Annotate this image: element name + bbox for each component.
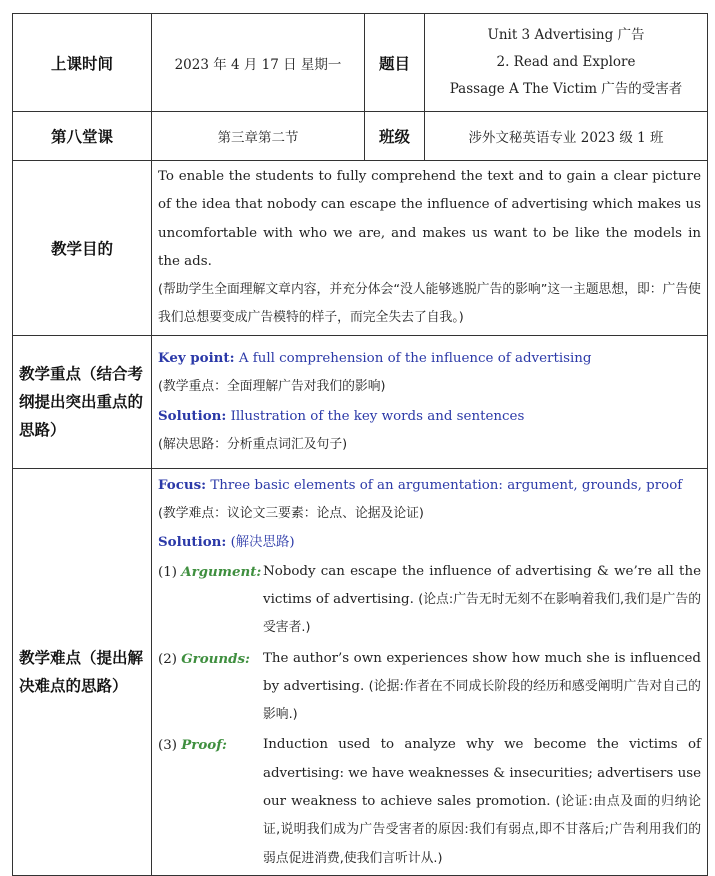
argument-number: (1) [158, 564, 182, 580]
row-difficulties [13, 468, 708, 875]
proof-term: Proof: [181, 737, 227, 754]
objectives-content [152, 161, 708, 336]
difficulties-content [152, 468, 708, 875]
focus-cn: (教学难点：议论文三要素：论点、论据及论证) [158, 506, 424, 522]
objectives-cn: (帮助学生全面理解文章内容，并充分体会“没人能够逃脱广告的影响”这一主题思想，即：广告使我们总想要变成广告模特的样子，而完全失去了自我。) [158, 282, 701, 326]
argument-term: Argument: [181, 563, 262, 580]
time-label: 上课时间 [13, 14, 152, 112]
grounds-item [158, 645, 701, 730]
diff-solution-title: Solution: [158, 534, 227, 551]
proof-text: Induction used to analyze why we become the victims of advertising: we have weaknesses & insecurities; advertisers use our weakness to achieve sales promotion. [263, 737, 701, 810]
objectives-label: 教学目的 [13, 161, 152, 336]
diff-solution-text: (解决思路) [226, 535, 295, 551]
class-name: 涉外文秘英语专业 2023 级 1 班 [425, 112, 708, 161]
key-points-content [152, 335, 708, 468]
row-time-topic [13, 14, 708, 112]
proof-cn: (论证:由点及面的归纳论证,说明我们成为广告受害者的原因:我们有弱点,即不甘落后;广告利用我们的弱点促进消费,使我们言听计从.) [263, 794, 701, 866]
row-session-class [13, 112, 708, 161]
objectives-en: To enable the students to fully comprehend the text and to gain a clear picture of the idea that nobody can escape the influence of advertising which makes us uncomfortable with who we are, and makes us want to be like the models in the ads. [158, 169, 701, 269]
grounds-term: Grounds: [181, 650, 250, 667]
focus-line [158, 471, 701, 500]
difficulties-label: 教学难点（提出解决难点的思路） [13, 468, 152, 875]
proof-number: (3) [158, 738, 182, 754]
argument-text: Nobody can escape the influence of advertising & we’re all the victims of advertising. [263, 563, 701, 607]
topic-label: 题目 [365, 14, 425, 112]
session-label: 第八堂课 [13, 112, 152, 161]
key-solution-text: Illustration of the key words and sentences [226, 408, 525, 424]
key-points-label: 教学重点（结合考纲提出突出重点的思路） [13, 335, 152, 468]
diff-solution-line [158, 528, 701, 557]
grounds-cn: (论据:作者在不同成长阶段的经历和感受阐明广告对自己的影响.) [263, 678, 701, 723]
class-date: 2023 年 4 月 17 日 星期一 [152, 14, 365, 112]
class-label: 班级 [365, 112, 425, 161]
focus-text: Three basic elements of an argumentation: argument, grounds, proof [206, 477, 683, 493]
argument-item [158, 558, 701, 643]
key-solution-line [158, 402, 701, 431]
grounds-number: (2) [158, 651, 182, 667]
focus-title: Focus: [158, 476, 207, 493]
argument-cn: (论点:广告无时无刻不在影响着我们,我们是广告的受害者.) [263, 591, 701, 636]
key-point-cn: (教学重点：全面理解广告对我们的影响) [158, 379, 386, 395]
lesson-plan-table [12, 13, 708, 876]
key-point-line [158, 344, 701, 373]
row-key-points [13, 335, 708, 468]
topic-line-unit: Unit 3 Advertising 广告 [487, 27, 645, 43]
proof-item [158, 731, 701, 872]
topic-line-section: 2. Read and Explore [496, 54, 636, 70]
key-solution-title: Solution: [158, 407, 227, 424]
key-solution-cn: (解决思路：分析重点词汇及句子) [158, 437, 348, 453]
grounds-text: The author’s own experiences show how much she is influenced by advertising. [263, 650, 701, 694]
row-objectives [13, 161, 708, 336]
topic-line-passage: Passage A The Victim 广告的受害者 [449, 81, 683, 97]
topic-cell [425, 14, 708, 112]
key-point-text: A full comprehension of the influence of advertising [234, 351, 592, 367]
chapter-value: 第三章第二节 [152, 112, 365, 161]
key-point-title: Key point: [158, 350, 235, 367]
